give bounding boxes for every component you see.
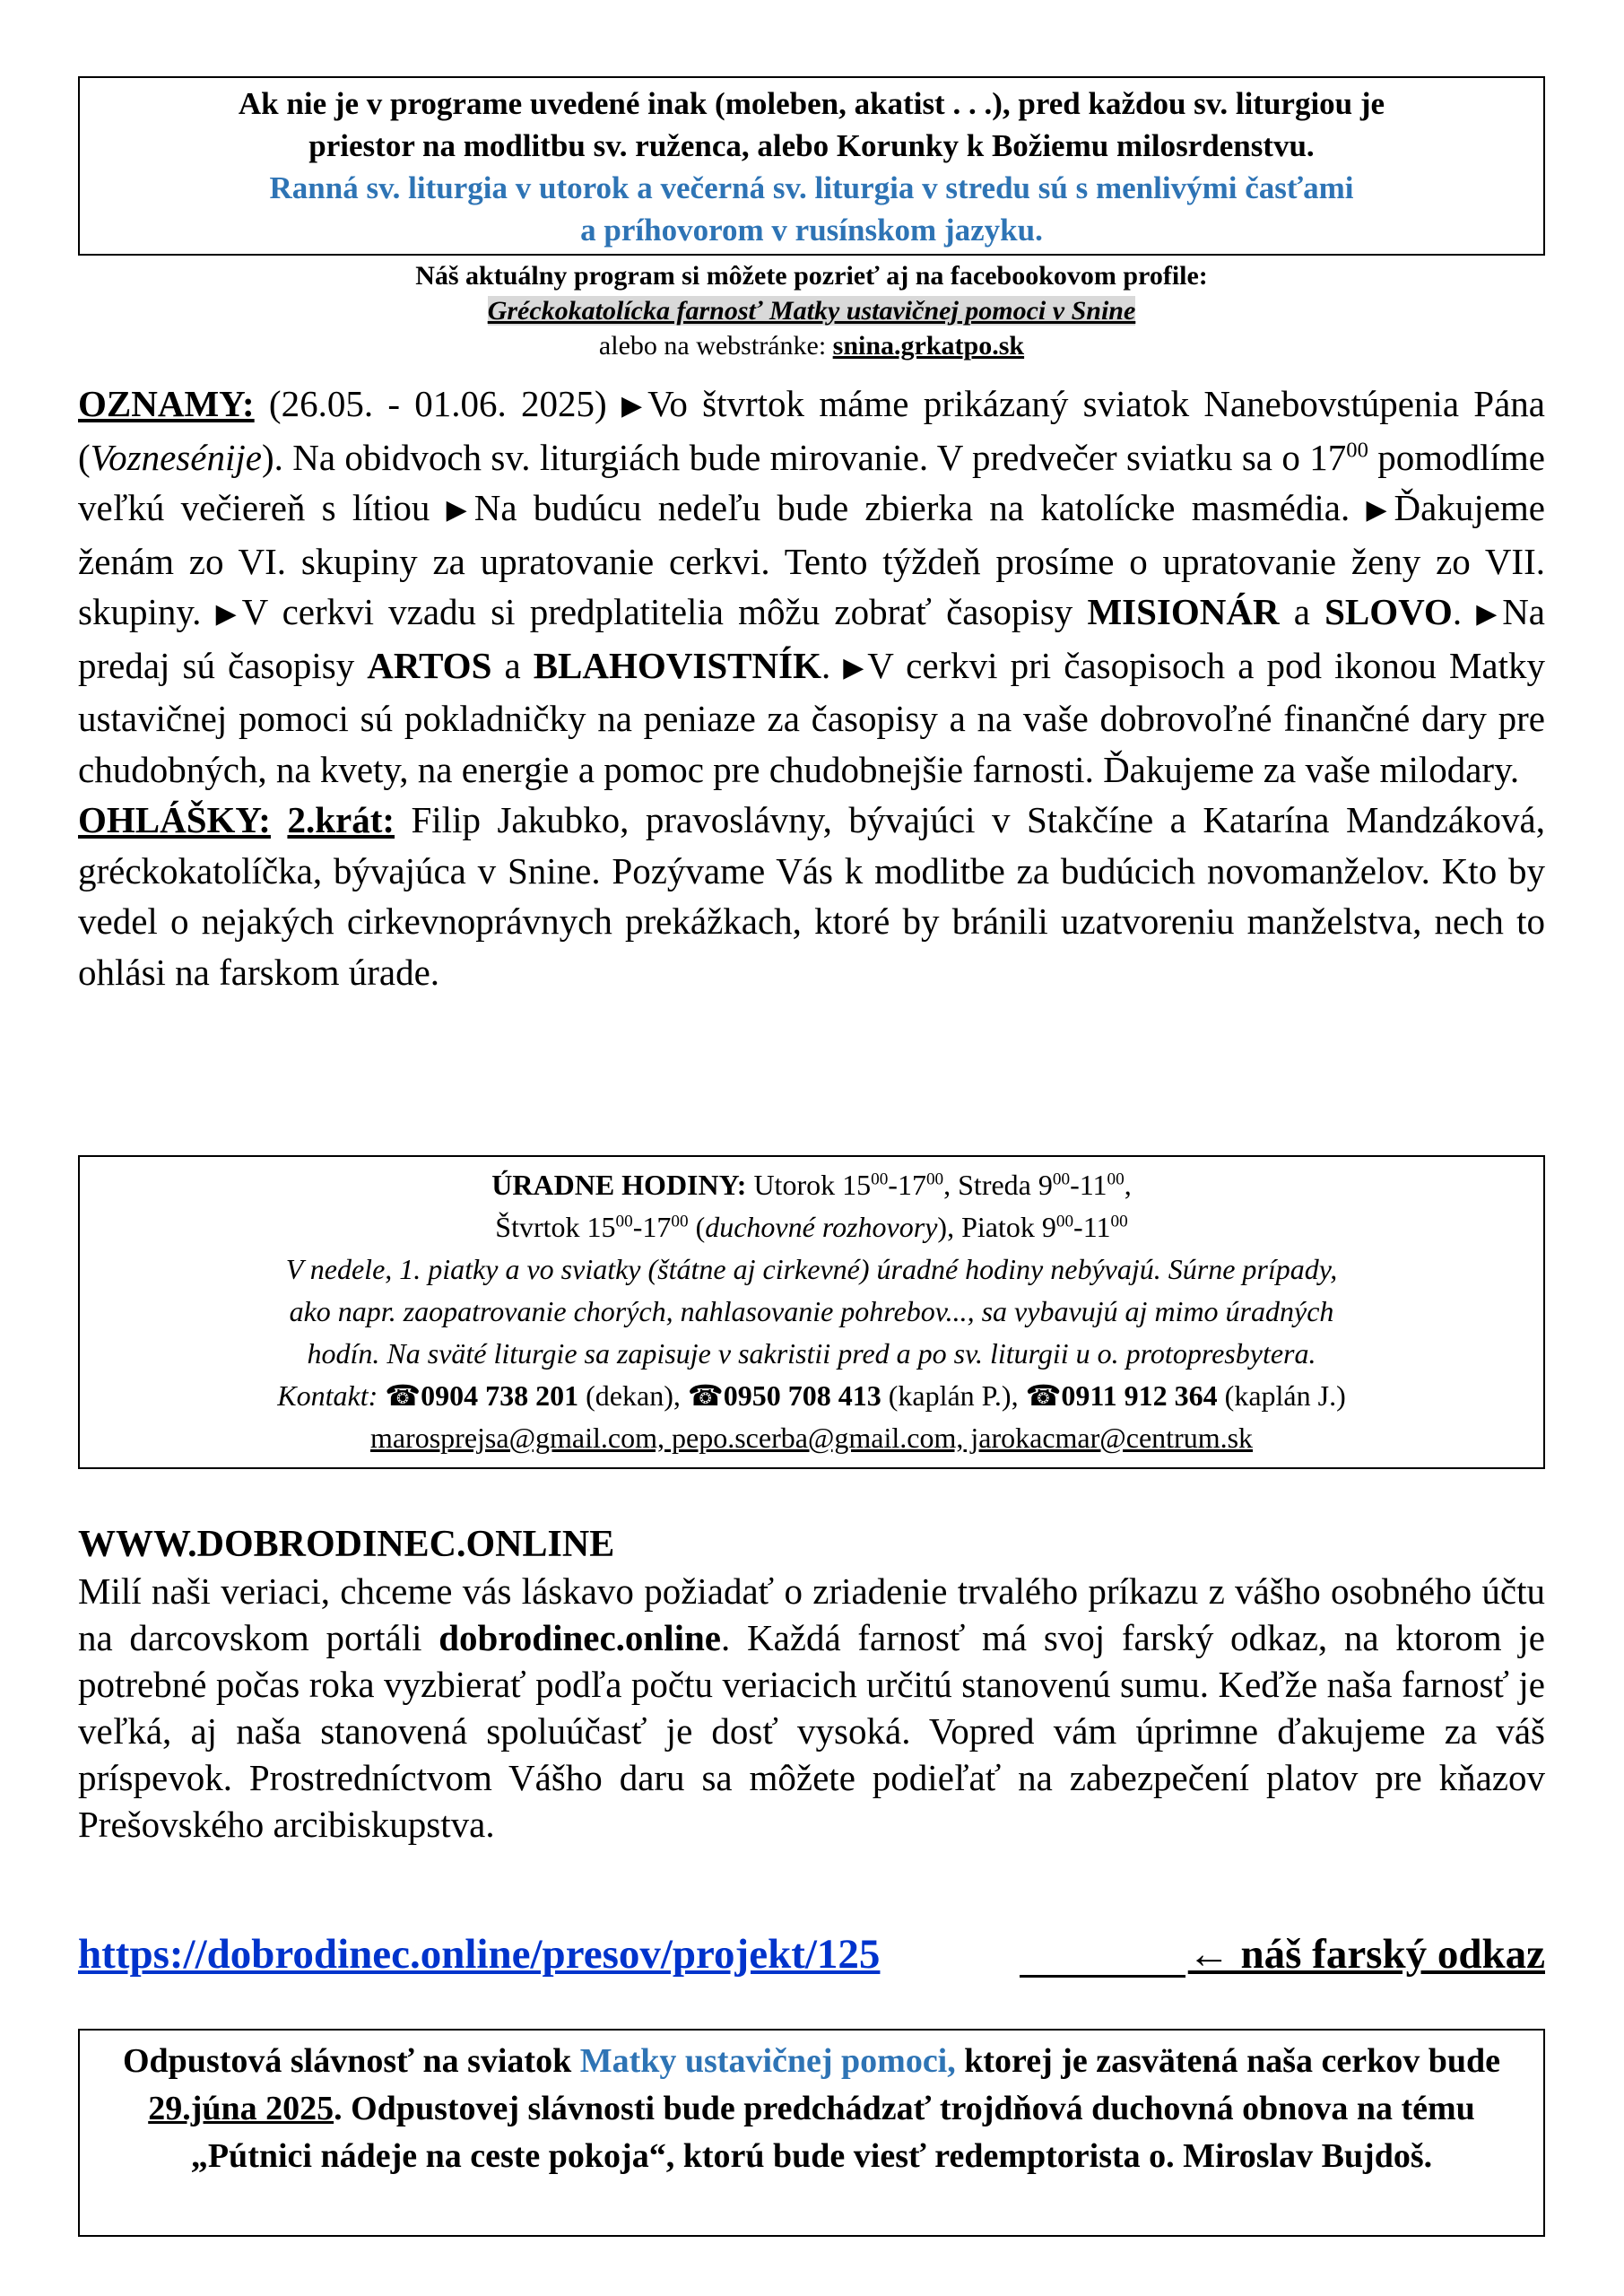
triangle-right-icon: ▶	[215, 599, 242, 629]
feast-name: Matky ustavičnej pomoci,	[579, 2042, 956, 2080]
announcement-4-end: .	[1452, 591, 1477, 632]
facebook-intro: Náš aktuálny program si môžete pozrieť aj na facebookovom profile:	[415, 261, 1208, 291]
wednesday-start: , Streda 9	[943, 1169, 1053, 1201]
announcement-2: Na budúcu nedeľu bude zbierka na katolícke masmédia.	[473, 487, 1367, 528]
announcement-1-italic: Voznesénije	[90, 436, 262, 478]
announcement-3: Ďakujeme ženám zo VI. skupiny za upratovanie cerkvi. Tento týždeň prosíme o upratovanie ženy zo VII. skupiny.	[78, 487, 1545, 632]
feast-c: ktorej je zasvätená naša cerkov bude	[955, 2042, 1500, 2080]
announcements-label: OZNAMY:	[78, 383, 255, 424]
announcement-6: V cerkvi pri časopisoch a pod ikonou Matky ustavičnej pomoci sú pokladničky na peniaze za časopisy a na vaše dobrovoľné finančné dary pre chudobných, na kvety, na energie a pomoc pre chudobnejšie farnosti. Ďakujeme za vaše milodary.	[78, 644, 1546, 790]
who-kaplan-j: (kaplán J.)	[1217, 1379, 1346, 1412]
facebook-profile-line	[78, 293, 1545, 328]
feast-a: Odpustová slávnosť na sviatok	[122, 2042, 580, 2080]
banns-label: OHLÁŠKY:	[78, 799, 271, 840]
phone-dekan[interactable]: 0904 738 201	[421, 1379, 579, 1412]
tuesday-start: Utorok 15	[746, 1169, 872, 1201]
sup: 00	[1052, 1170, 1071, 1189]
announcements-paragraph	[78, 378, 1545, 795]
sup: 00	[925, 1170, 944, 1189]
website-link[interactable]: snina.grkatpo.sk	[832, 331, 1025, 361]
who-kaplan-p: (kaplán P.),	[881, 1379, 1026, 1412]
magazine-misionar: MISIONÁR	[1087, 591, 1280, 632]
banns-count: 2.krát:	[287, 799, 395, 840]
phone-kaplan-j[interactable]: 0911 912 364	[1061, 1379, 1218, 1412]
feast-date: 29.júna 2025	[148, 2090, 334, 2127]
website-intro: alebo na webstránke:	[598, 331, 833, 361]
phone-icon: ☎	[1025, 1379, 1062, 1412]
magazine-artos: ARTOS	[367, 644, 492, 686]
sup: 00	[871, 1170, 889, 1189]
link-underline	[1020, 1975, 1185, 1978]
parish-link-row	[78, 1930, 1545, 1984]
wednesday-end: -11	[1070, 1169, 1107, 1201]
triangle-right-icon: ▶	[621, 391, 648, 421]
notice-line-4: a príhovorom v rusínskom jazyku.	[580, 213, 1043, 248]
banns-text: Filip Jakubko, pravoslávny, bývajúci v Stakčíne a Katarína Mandzáková, gréckokatolíčka, bývajúca v Snine. Pozývame Vás k modlitbe za budúcich novomanželov. Kto by vedel o nejakých cirkevnoprávnych prekážkach, ktoré by bránili uzatvoreniu manželstva, nech to ohlási na farskom úrade.	[78, 799, 1545, 993]
announcement-1d: pomodlíme veľkú večiereň s lítiou	[78, 436, 1546, 528]
who-dekan: (dekan),	[578, 1379, 688, 1412]
announcements-section	[78, 378, 1545, 997]
office-hours-label: ÚRADNE HODINY:	[491, 1169, 747, 1201]
sup: 00	[1110, 1212, 1128, 1231]
dobrodinec-text-1: Milí naši veriaci, chceme vás láskavo požiadať o zriadenie trvalého príkazu z vášho osobného účtu na darcovskom portáli	[78, 1570, 1545, 1658]
announcements-date: (26.05. - 01.06. 2025)	[254, 383, 621, 424]
dobrodinec-text	[78, 1568, 1545, 1848]
office-hours-box	[78, 1155, 1545, 1469]
magazine-slovo: SLOVO	[1324, 591, 1453, 632]
triangle-right-icon: ▶	[843, 652, 868, 683]
website-line	[78, 328, 1545, 363]
sup: 00	[671, 1212, 689, 1231]
thursday-end: -17	[632, 1211, 672, 1243]
contact-emails[interactable]: marosprejsa@gmail.com, pepo.scerba@gmail.com, jarokacmar@centrum.sk	[369, 1422, 1254, 1454]
notice-line-3: Ranná sv. liturgia v utorok a večerná sv. liturgia v stredu sú s menlivými časťami	[269, 170, 1354, 205]
sup: 00	[1055, 1212, 1074, 1231]
magazine-blahovistnik: BLAHOVISTNÍK	[533, 644, 821, 686]
banns-paragraph	[78, 795, 1545, 997]
notice-line-1: Ak nie je v programe uvedené inak (moleben, akatist . . .), pred každou sv. liturgiou je	[238, 86, 1385, 121]
dobrodinec-portal: dobrodinec.online	[439, 1617, 722, 1658]
office-note-1: V nedele, 1. piatky a vo sviatky (štátne aj cirkevné) úradné hodiny nebývajú. Súrne prípady,	[285, 1253, 1338, 1285]
announcement-5a: Na predaj sú časopisy	[78, 591, 1546, 686]
office-note-3: hodín. Na sväté liturgie sa zapisuje v sakristii pred a po sv. liturgii u o. protopresbytera.	[307, 1337, 1316, 1370]
spiritual-talks: duchovné rozhovory	[705, 1211, 938, 1243]
triangle-right-icon: ▶	[1366, 495, 1394, 525]
triangle-right-icon: ▶	[446, 495, 474, 525]
feast-notice-box	[78, 2029, 1545, 2237]
parish-link[interactable]: https://dobrodinec.online/presov/projekt/125	[78, 1931, 881, 1978]
office-note-2: ako napr. zaopatrovanie chorých, nahlasovanie pohrebov..., sa vybavujú aj mimo úradných	[289, 1295, 1334, 1327]
facebook-profile-link[interactable]: Gréckokatolícka farnosť Matky ustavičnej pomoci v Snine	[487, 296, 1136, 326]
announcement-4-and: a	[1279, 591, 1325, 632]
phone-icon: ☎	[687, 1379, 724, 1412]
dobrodinec-section	[78, 1521, 1545, 1848]
friday-end: -11	[1073, 1211, 1111, 1243]
friday-start: ), Piatok 9	[937, 1211, 1056, 1243]
online-program-info	[78, 258, 1545, 363]
sup: 00	[615, 1212, 633, 1231]
sup: 00	[1107, 1170, 1125, 1189]
phone-icon: ☎	[385, 1379, 421, 1412]
office-hours-line-2	[89, 1206, 1534, 1248]
dobrodinec-text-3: . Každá farnosť má svoj farský odkaz, na ktorom je potrebné počas roka vyzbierať podľa počtu veriacich určitú stanovenú sumu. Keďže naša farnosť je veľká, aj naša stanovená spoluúčasť je dosť vysoká. Vopred vám úprimne ďakujeme za váš príspevok. Prostredníctvom Vášho daru sa môžete podieľať na zabezpečení platov pre kňazov Prešovského arcibiskupstva.	[78, 1617, 1545, 1845]
announcement-1c: ). Na obidvoch sv. liturgiách bude mirovanie. V predvečer sviatku sa o 17	[261, 436, 1347, 478]
office-hours-line-1	[89, 1164, 1534, 1206]
announcement-5-and: a	[491, 644, 534, 686]
arrow-left-icon-note: ← náš farský odkaz	[1187, 1931, 1545, 1978]
contact-label: Kontakt:	[277, 1379, 386, 1412]
feast-e: . Odpustovej slávnosti bude predchádzať trojdňová duchovná obnova na tému „Pútnici nádeje na ceste pokoja“, ktorú bude viesť redemptorista o. Miroslav Bujdoš.	[190, 2090, 1475, 2175]
notice-line-2: priestor na modlitbu sv. ruženca, alebo Korunky k Božiemu milosrdenstvu.	[308, 128, 1315, 163]
announcement-1a: Vo štvrtok máme prikázaný sviatok Nanebovstúpenia Pána (	[78, 383, 1545, 478]
tuesday-end: -17	[888, 1169, 926, 1201]
contact-line	[89, 1375, 1534, 1417]
paren: (	[688, 1211, 706, 1243]
announcement-4a: V cerkvi vzadu si predplatitelia môžu zobrať časopisy	[241, 591, 1088, 632]
feast-text	[94, 2038, 1529, 2180]
triangle-right-icon: ▶	[1476, 599, 1503, 629]
phone-kaplan-p[interactable]: 0950 708 413	[723, 1379, 881, 1412]
comma: ,	[1124, 1169, 1132, 1201]
thursday-start: Štvrtok 15	[495, 1211, 616, 1243]
prayer-notice-box	[78, 76, 1545, 256]
time-superscript: 00	[1346, 437, 1368, 462]
dobrodinec-title: WWW.DOBRODINEC.ONLINE	[78, 1524, 615, 1565]
announcement-5-end: .	[821, 644, 844, 686]
